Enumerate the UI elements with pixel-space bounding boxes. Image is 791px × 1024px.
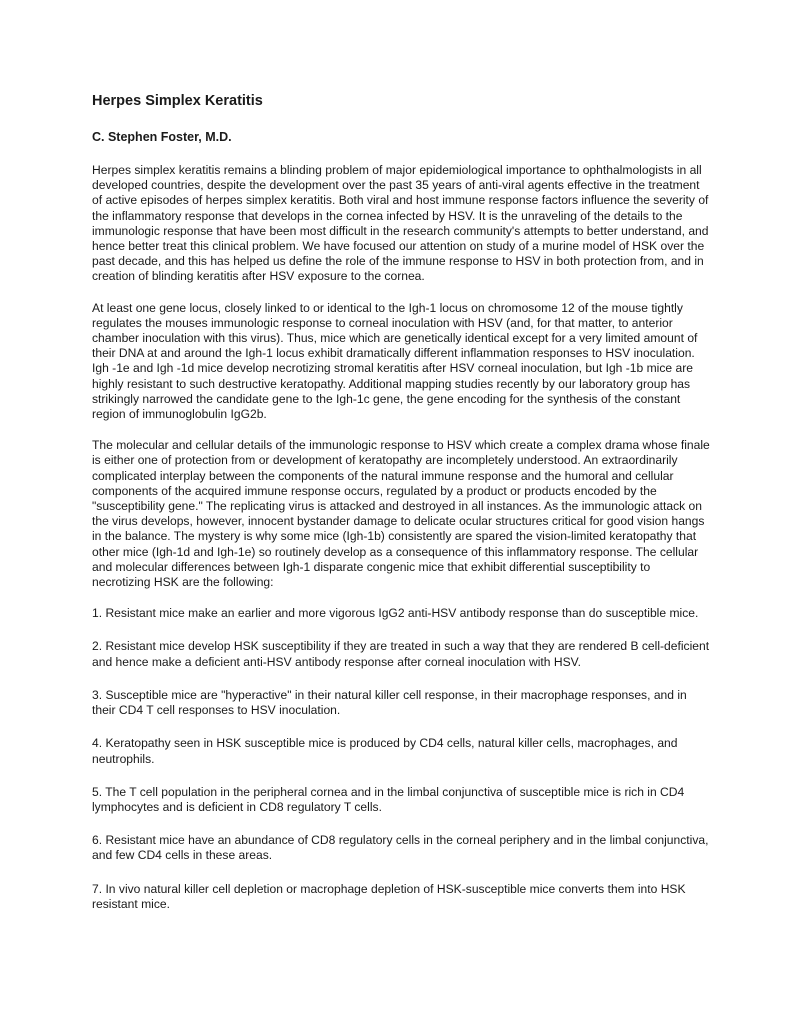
list-item: 4. Keratopathy seen in HSK susceptible mice is produced by CD4 cells, natural killer cells, macrophages, and neutrophils. bbox=[92, 736, 678, 766]
paragraph-gene-locus: At least one gene locus, closely linked to or identical to the Igh-1 locus on chromosome 12 of the mouse tightly regulates the mouses immunologic response to corneal inoculation with HSV (and, for that matter, to anterior chamber inoculation with this virus). Thus, mice which are genetically identical except for a very limited amount of their DNA at and around the Igh-1 locus exhibit dramatically different inflammation responses to HSV inoculation. Igh -1e and Igh -1d mice develop necrotizing stromal keratitis after HSV corneal inoculation, but Igh -1b mice are highly resistant to such destructive keratopathy. Additional mapping studies recently by our laboratory group has strikingly narrowed the candidate gene to the Igh-1c gene, the gene encoding for the synthesis of the constant region of immunoglobulin IgG2b. bbox=[92, 300, 698, 422]
list-item: 6. Resistant mice have an abundance of CD8 regulatory cells in the corneal periphery and in the limbal conjunctiva, and few CD4 cells in these areas. bbox=[92, 833, 709, 863]
list-item: 2. Resistant mice develop HSK susceptibility if they are treated in such a way that they are rendered B cell-deficient and hence make a deficient anti-HSV antibody response after corneal inoculation with HSV. bbox=[92, 639, 710, 669]
list-item: 1. Resistant mice make an earlier and more vigorous IgG2 anti-HSV antibody response than do susceptible mice. bbox=[92, 606, 699, 621]
list-item: 3. Susceptible mice are "hyperactive" in their natural killer cell response, in their macrophage responses, and in their CD4 T cell responses to HSV inoculation. bbox=[92, 687, 687, 718]
paragraph-intro: Herpes simplex keratitis remains a blinding problem of major epidemiological importance to ophthalmologists in all developed countries, despite the development over the past 35 years of anti-viral agents effective in the treatment of active episodes of herpes simplex keratitis. Both viral and host immune response factors influence the severity of the inflammatory response that develops in the cornea infected by HSV. It is the unraveling of the details to the immunologic response that have been most difficult in the research community's attempts to better understand, and hence better treat this clinical problem. We have focused our attention on study of a murine model of HSK over the past decade, and this has helped us define the role of the immune response to HSV in both protection from, and in creation of blinding keratitis after HSV exposure to the cornea. bbox=[92, 163, 709, 284]
document-page bbox=[92, 92, 710, 912]
list-item: 7. In vivo natural killer cell depletion or macrophage depletion of HSK-susceptible mice converts them into HSK resistant mice. bbox=[92, 881, 686, 911]
document-title: Herpes Simplex Keratitis bbox=[92, 93, 263, 109]
document-author: C. Stephen Foster, M.D. bbox=[92, 130, 232, 144]
list-item: 5. The T cell population in the peripheral cornea and in the limbal conjunctiva of susceptible mice is rich in CD4 lymphocytes and is deficient in CD8 regulatory T cells. bbox=[92, 784, 685, 814]
paragraph-molecular-details: The molecular and cellular details of the immunologic response to HSV which create a complex drama whose finale is either one of protection from or development of keratopathy are incompletely understood. An extraordinarily complicated interplay between the components of the natural immune response and the humoral and cellular components of the acquired immune response occurs, regulated by a product or products encoded by the "susceptibility gene." The replicating virus is attacked and destroyed in all instances. As the immunologic attack on the virus develops, however, innocent bystander damage to delicate ocular structures critical for good vision hangs in the balance. The mystery is why some mice (Igh-1b) consistently are spared the vision-limited keratopathy that other mice (Igh-1d and Igh-1e) so routinely develop as a consequence of this inflammatory response. The cellular and molecular differences between Igh-1 disparate congenic mice that exhibit differential susceptibility to necrotizing HSK are the following: bbox=[92, 438, 710, 590]
